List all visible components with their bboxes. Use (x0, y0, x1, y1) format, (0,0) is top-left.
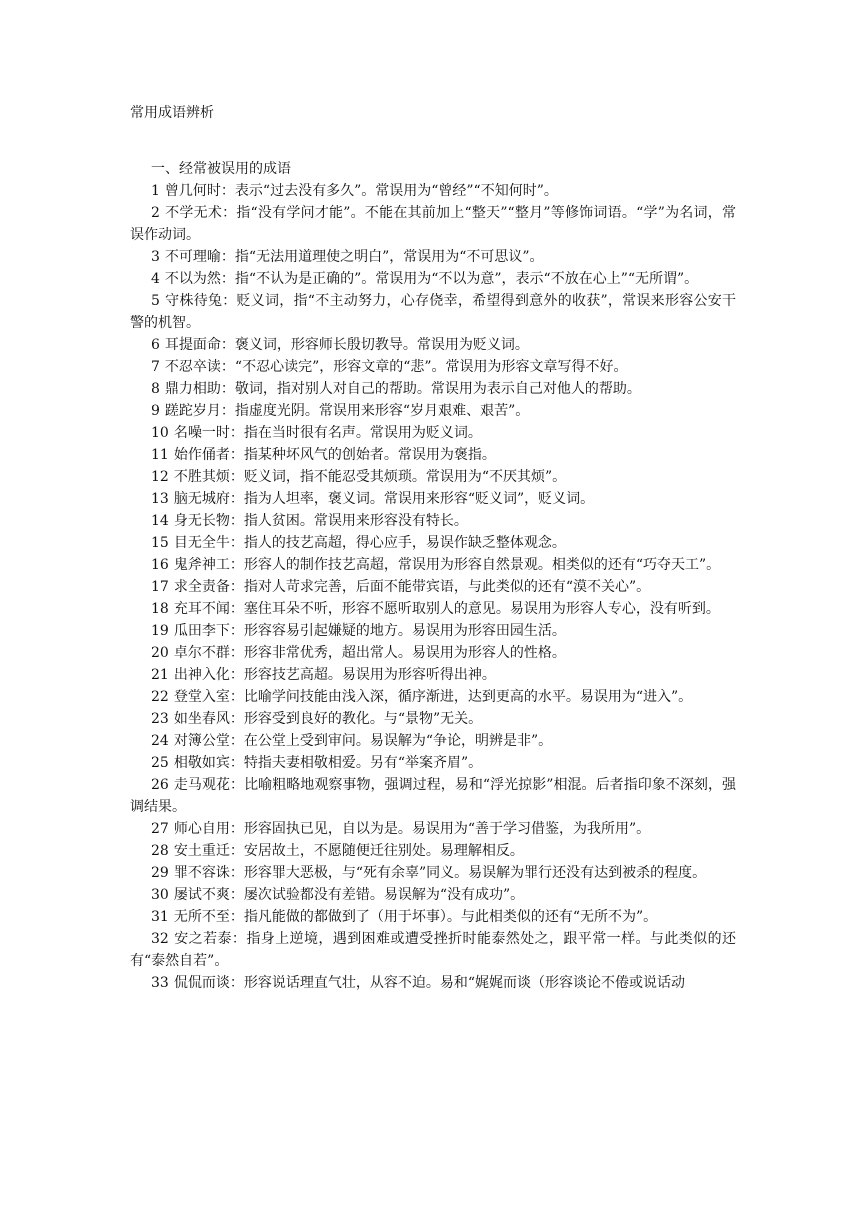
idiom-entry (130, 576, 736, 598)
entry-text: 如坐春风：形容受到良好的教化。与“景物”无关。 (173, 711, 483, 727)
entry-text: 身无长物：指人贫困。常误用来形容没有特长。 (173, 513, 468, 529)
entry-text: 不胜其烦：贬义词，指不能忍受其烦琐。常误用为“不厌其烦”。 (173, 469, 567, 485)
idiom-entry (130, 510, 736, 532)
entry-number: 29 (151, 865, 169, 881)
entry-text: 安土重迁：安居故土，不愿随便迁往别处。易理解相反。 (173, 843, 524, 859)
entry-text: 不学无术：指“没有学问才能”。不能在其前加上“整天”“整月”等修饰词语。“学”为名词，常误作动词。 (130, 205, 736, 243)
entry-number: 18 (151, 601, 169, 617)
entry-text: 耳提面命：褒义词，形容师长殷切教导。常误用为贬义词。 (164, 337, 529, 353)
entry-text: 师心自用：形容固执已见，自以为是。易误用为“善于学习借鉴，为我所用”。 (173, 821, 651, 837)
idiom-entry (130, 752, 736, 774)
entry-list (130, 180, 736, 994)
idiom-entry (130, 884, 736, 906)
entry-number: 5 (151, 293, 160, 309)
entry-text: 瓜田李下：形容容易引起嫌疑的地方。易误用为形容田园生活。 (173, 623, 566, 639)
entry-text: 不忍卒读：“不忍心读完”，形容文章的“悲”。常误用为形容文章写得不好。 (164, 359, 628, 375)
idiom-entry (130, 620, 736, 642)
idiom-entry (130, 268, 736, 290)
entry-text: 卓尔不群：形容非常优秀，超出常人。易误用为形容人的性格。 (173, 645, 566, 661)
idiom-entry (130, 356, 736, 378)
entry-number: 11 (151, 447, 169, 463)
entry-number: 24 (151, 733, 169, 749)
entry-text: 屡试不爽：屡次试验都没有差错。易误解为“没有成功”。 (173, 887, 525, 903)
idiom-entry (130, 840, 736, 862)
entry-number: 10 (151, 425, 169, 441)
entry-text: 对簿公堂：在公堂上受到审问。易误解为“争论，明辨是非”。 (173, 733, 553, 749)
entry-text: 相敬如宾：特指夫妻相敬相爱。另有“举案齐眉”。 (173, 755, 483, 771)
idiom-entry (130, 664, 736, 686)
idiom-entry (130, 774, 736, 818)
idiom-entry (130, 906, 736, 928)
idiom-entry (130, 466, 736, 488)
section-heading: 一、经常被误用的成语 (151, 161, 291, 177)
entry-number: 8 (151, 381, 160, 397)
entry-number: 9 (151, 403, 160, 419)
entry-number: 15 (151, 535, 169, 551)
idiom-entry (130, 532, 736, 554)
entry-number: 21 (151, 667, 169, 683)
idiom-entry (130, 730, 736, 752)
entry-number: 27 (151, 821, 169, 837)
idiom-entry (130, 642, 736, 664)
entry-text: 守株待兔：贬义词，指“不主动努力，心存侥幸，希望得到意外的收获”，常误来形容公安干警的机智。 (130, 293, 736, 331)
entry-number: 7 (151, 359, 160, 375)
idiom-entry (130, 862, 736, 884)
idiom-entry (130, 972, 736, 994)
document-title: 常用成语辨析 (130, 105, 214, 121)
entry-number: 23 (151, 711, 169, 727)
entry-text: 无所不至：指凡能做的都做到了（用于坏事）。与此相类似的还有“无所不为”。 (173, 909, 658, 925)
entry-text: 不可理喻：指“无法用道理使之明白”，常误用为“不可思议”。 (164, 249, 544, 265)
entry-text: 安之若泰：指身上逆境，遇到困难或遭受挫折时能泰然处之，跟平常一样。与此类似的还有“泰然自若”。 (130, 931, 736, 969)
idiom-entry (130, 180, 736, 202)
entry-number: 6 (151, 337, 160, 353)
idiom-entry (130, 202, 736, 246)
entry-number: 1 (151, 183, 160, 199)
entry-number: 26 (151, 777, 169, 793)
idiom-entry (130, 686, 736, 708)
idiom-entry (130, 378, 736, 400)
entry-text: 罪不容诛：形容罪大恶极，与“死有余辜”同义。易误解为罪行还没有达到被杀的程度。 (173, 865, 707, 881)
entry-text: 鬼斧神工：形容人的制作技艺高超，常误用为形容自然景观。相类似的还有“巧夺天工”。 (173, 557, 721, 573)
idiom-entry (130, 290, 736, 334)
entry-text: 鼎力相助：敬词，指对别人对自己的帮助。常误用为表示自己对他人的帮助。 (164, 381, 641, 397)
entry-number: 22 (151, 689, 169, 705)
idiom-entry (130, 334, 736, 356)
entry-text: 求全责备：指对人苛求完善，后面不能带宾语，与此类似的还有“漠不关心”。 (173, 579, 651, 595)
idiom-entry (130, 818, 736, 840)
idiom-entry (130, 554, 736, 576)
entry-number: 33 (151, 975, 169, 991)
document-page (130, 102, 736, 994)
entry-text: 登堂入室：比喻学问技能由浅入深，循序渐进，达到更高的水平。易误用为“进入”。 (173, 689, 693, 705)
entry-text: 走马观花：比喻粗略地观察事物，强调过程，易和“浮光掠影”相混。后者指印象不深刻，强调结果。 (130, 777, 736, 815)
entry-text: 始作俑者：指某种坏风气的创始者。常误用为褒指。 (173, 447, 496, 463)
idiom-entry (130, 708, 736, 730)
entry-number: 2 (151, 205, 160, 221)
entry-number: 19 (151, 623, 169, 639)
idiom-entry (130, 444, 736, 466)
idiom-entry (130, 422, 736, 444)
entry-number: 31 (151, 909, 169, 925)
entry-number: 30 (151, 887, 169, 903)
entry-text: 蹉跎岁月：指虚度光阴。常误用来形容“岁月艰难、艰苦”。 (164, 403, 530, 419)
entry-text: 出神入化：形容技艺高超。易误用为形容听得出神。 (173, 667, 496, 683)
entry-number: 16 (151, 557, 169, 573)
entry-number: 28 (151, 843, 169, 859)
entry-text: 脑无城府：指为人坦率，褒义词。常误用来形容“贬义词”，贬义词。 (173, 491, 595, 507)
entry-number: 14 (151, 513, 169, 529)
entry-number: 12 (151, 469, 169, 485)
entry-text: 曾几何时：表示“过去没有多久”。常误用为“曾经”“不知何时”。 (164, 183, 558, 199)
idiom-entry (130, 488, 736, 510)
idiom-entry (130, 400, 736, 422)
entry-number: 32 (151, 931, 169, 947)
entry-text: 不以为然：指“不认为是正确的”。常误用为“不以为意”，表示“不放在心上”“无所谓”。 (164, 271, 699, 287)
idiom-entry (130, 928, 736, 972)
idiom-entry (130, 246, 736, 268)
idiom-entry (130, 598, 736, 620)
entry-number: 20 (151, 645, 169, 661)
entry-text: 目无全牛：指人的技艺高超，得心应手，易误作缺乏整体观念。 (173, 535, 566, 551)
entry-number: 25 (151, 755, 169, 771)
entry-text: 侃侃而谈：形容说话理直气壮，从容不迫。易和“娓娓而谈（形容谈论不倦或说话动 (173, 975, 685, 991)
entry-number: 13 (151, 491, 169, 507)
entry-text: 名噪一时：指在当时很有名声。常误用为贬义词。 (173, 425, 482, 441)
entry-number: 17 (151, 579, 169, 595)
entry-number: 3 (151, 249, 160, 265)
entry-text: 充耳不闻：塞住耳朵不听，形容不愿听取别人的意见。易误用为形容人专心，没有听到。 (173, 601, 720, 617)
entry-number: 4 (151, 271, 160, 287)
